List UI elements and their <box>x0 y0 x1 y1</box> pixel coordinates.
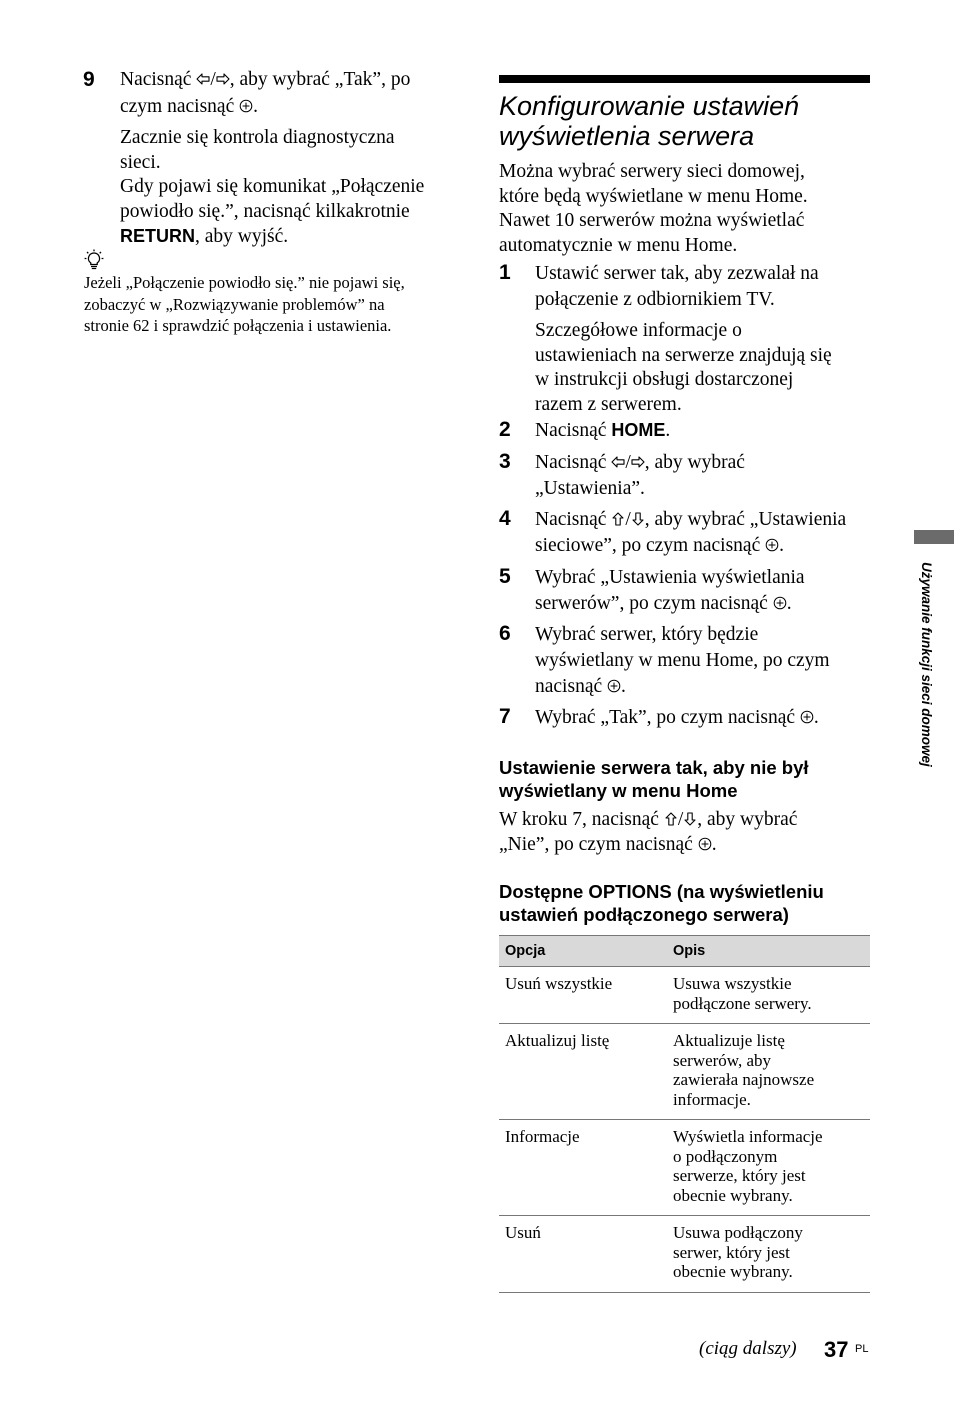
step-2-text <box>535 418 870 444</box>
text: ustawieniach na serwerze znajdują się <box>535 344 832 366</box>
step-number: 6 <box>499 622 511 645</box>
text: W kroku 7, nacisnąć <box>499 809 664 830</box>
up-arrow-icon <box>611 512 625 526</box>
subsection-text: W kroku 7, nacisnąć / , aby wybrać „Nie”, po czym nacisnąć . <box>499 809 798 855</box>
text: „Nie”, po czym nacisnąć <box>499 833 698 855</box>
description-cell <box>667 1216 870 1293</box>
step-number: 1 <box>499 261 511 284</box>
heading-line: ustawień podłączonego serwera) <box>499 904 789 925</box>
text: „Ustawienia”. <box>535 478 645 499</box>
description-line: obecnie wybrany. <box>673 1262 793 1281</box>
lightbulb-icon <box>84 249 104 271</box>
text: razem z serwerem. <box>535 393 682 415</box>
text: Wybrać „Tak”, po czym nacisnąć <box>535 707 800 728</box>
text: Szczegółowe informacje o <box>535 320 742 341</box>
paragraph: Zacznie się kontrola diagnostyczna <box>120 127 395 148</box>
text: w instrukcji obsługi dostarczonej <box>535 369 794 390</box>
description-line: o podłączonym <box>673 1146 778 1166</box>
ok-button-icon <box>773 596 787 610</box>
tip-line: zobaczyć w „Rozwiązywanie problemów” na <box>84 294 385 314</box>
text: Ustawić serwer tak, aby zezwalał na <box>535 263 819 284</box>
step-7-text <box>535 705 870 731</box>
step-number: 2 <box>499 418 511 441</box>
step-1-text <box>535 261 870 417</box>
step-number: 7 <box>499 705 511 728</box>
right-arrow-icon <box>216 72 230 86</box>
language-code: PL <box>855 1343 869 1355</box>
option-cell: Informacje <box>499 1120 667 1216</box>
options-table <box>499 935 870 1293</box>
text: . <box>813 707 819 728</box>
text: czym nacisnąć <box>120 95 240 117</box>
text: . <box>711 833 717 855</box>
description-line: obecnie wybrany. <box>673 1185 793 1205</box>
text: , aby wybrać „Ustawienia <box>644 509 847 530</box>
page-title <box>499 91 870 151</box>
description-line: serwerze, który jest <box>673 1166 806 1185</box>
step-number: 4 <box>499 507 511 530</box>
table-row <box>499 967 870 1024</box>
text: , aby wybrać „Tak”, po <box>229 69 411 90</box>
column-header-option: Opcja <box>499 936 667 967</box>
subsection-heading <box>499 880 870 926</box>
step-9-text: Nacisnąć / , aby wybrać „Tak”, po czym nacisnąć . Zacznie się kontrola diagnostyczna sieci. Gdy pojawi się komunikat „Połączenie powiodło się.”, nacisnąć kilkakrotnie RETURN, aby wyjść. <box>120 68 465 250</box>
continued-label: (ciąg dalszy) <box>699 1338 797 1359</box>
step-number: 3 <box>499 450 511 473</box>
description-line: serwer, który jest <box>673 1242 790 1262</box>
tip-line: Jeżeli „Połączenie powiodło się.” nie pojawi się, <box>84 273 405 292</box>
step-number: 9 <box>83 68 95 91</box>
text: Nacisnąć <box>535 452 612 473</box>
paragraph: Gdy pojawi się komunikat „Połączenie <box>120 176 425 197</box>
description-line: zawierała najnowsze <box>673 1070 815 1089</box>
column-header-description: Opis <box>667 936 870 967</box>
ok-button-icon <box>607 679 621 693</box>
paragraph: sieci. <box>120 151 161 173</box>
description-line: Wyświetla informacje <box>673 1127 823 1146</box>
down-arrow-icon <box>683 812 697 826</box>
step-3-text: Nacisnąć / , aby wybrać „Ustawienia”. <box>535 450 870 502</box>
text: serwerów”, po czym nacisnąć <box>535 593 773 614</box>
text: . <box>665 420 671 441</box>
left-arrow-icon <box>196 72 210 86</box>
right-arrow-icon <box>631 455 645 469</box>
text: . <box>253 95 258 117</box>
page-number: 37 <box>824 1337 849 1362</box>
title-line: wyświetlenia serwera <box>499 121 755 151</box>
text: połączenie z odbiornikiem TV. <box>535 289 775 310</box>
text: . <box>786 593 792 614</box>
description-cell <box>667 967 870 1024</box>
tip-text <box>84 272 464 337</box>
up-arrow-icon <box>664 812 678 826</box>
text: Nacisnąć <box>535 509 612 530</box>
text: sieciowe”, po czym nacisnąć <box>535 535 766 556</box>
option-cell: Aktualizuj listę <box>499 1024 667 1120</box>
step-number: 5 <box>499 565 511 588</box>
step-6-text <box>535 622 870 700</box>
text: , aby wybrać <box>644 452 745 473</box>
title-line: Konfigurowanie ustawień <box>499 91 800 121</box>
side-tab-label: Używanie funkcji sieci domowej <box>919 562 934 767</box>
text: wyświetlany w menu Home, po czym <box>535 650 830 671</box>
text: Wybrać „Ustawienia wyświetlania <box>535 567 805 588</box>
paragraph: powiodło się.”, nacisnąć kilkakrotnie <box>120 200 410 222</box>
description-line: informacje. <box>673 1089 751 1109</box>
heading-line: Ustawienie serwera tak, aby nie był <box>499 757 809 778</box>
option-cell: Usuń wszystkie <box>499 967 667 1024</box>
step-4-text: Nacisnąć / , aby wybrać „Ustawienia sieciowe”, po czym nacisnąć . <box>535 509 847 556</box>
title-rule <box>499 75 870 83</box>
description-line: podłączone serwery. <box>673 993 812 1013</box>
table-row <box>499 1216 870 1293</box>
intro-line: Nawet 10 serwerów można wyświetlać <box>499 210 805 231</box>
description-line: Usuwa wszystkie <box>673 974 792 993</box>
intro-line: automatycznie w menu Home. <box>499 234 738 256</box>
text: , aby wyjść. <box>195 226 289 247</box>
table-row <box>499 1120 870 1216</box>
description-line: Usuwa podłączony <box>673 1223 803 1242</box>
home-key-label: HOME <box>611 420 666 440</box>
heading-line: wyświetlany w menu Home <box>499 780 738 801</box>
return-key-label: RETURN <box>120 226 195 246</box>
option-cell: Usuń <box>499 1216 667 1293</box>
side-tab-marker <box>914 530 954 544</box>
text: . <box>779 535 784 556</box>
text: , aby wybrać <box>697 809 798 830</box>
step-5-text <box>535 565 870 617</box>
text: . <box>621 676 626 697</box>
tip-line: stronie 62 i sprawdzić połączenia i ustawienia. <box>84 316 392 335</box>
text: Nacisnąć <box>535 420 612 441</box>
intro-line: Można wybrać serwery sieci domowej, <box>499 161 805 182</box>
description-line: Aktualizuje listę <box>673 1031 785 1050</box>
ok-button-icon <box>239 99 253 113</box>
intro-line: które będą wyświetlane w menu Home. <box>499 185 808 207</box>
ok-button-icon <box>765 538 779 552</box>
heading-line: Dostępne OPTIONS (na wyświetleniu <box>499 881 824 902</box>
down-arrow-icon <box>631 512 645 526</box>
table-header-row <box>499 936 870 967</box>
subsection-heading <box>499 756 870 802</box>
ok-button-icon <box>698 837 712 851</box>
intro-paragraph <box>499 160 870 258</box>
text: Wybrać serwer, który będzie <box>535 624 759 645</box>
text: Nacisnąć <box>120 69 197 90</box>
description-cell <box>667 1120 870 1216</box>
table-row <box>499 1024 870 1120</box>
ok-button-icon <box>800 710 814 724</box>
description-line: serwerów, aby <box>673 1050 772 1070</box>
text: nacisnąć <box>535 676 608 697</box>
left-arrow-icon <box>611 455 625 469</box>
description-cell <box>667 1024 870 1120</box>
